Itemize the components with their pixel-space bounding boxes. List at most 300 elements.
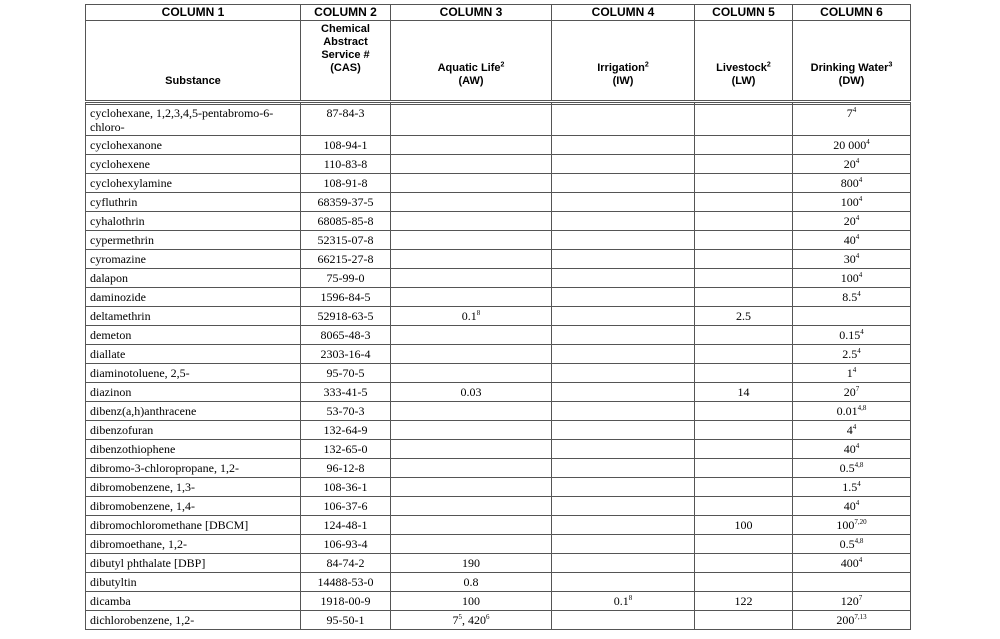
aquatic-life-cell: [391, 440, 552, 459]
table-row: [86, 459, 911, 478]
irrigation-cell: [552, 478, 695, 497]
livestock-cell: [695, 497, 793, 516]
drinking-water-cell: [793, 250, 911, 269]
cas-cell-value: 124-48-1: [323, 518, 368, 532]
aquatic-life-cell: [391, 497, 552, 516]
substance-cell: [86, 611, 301, 630]
cas-cell-value: 108-36-1: [323, 480, 368, 494]
irrigation-cell-value: 0.1: [613, 594, 629, 608]
livestock-cell: [695, 383, 793, 402]
table-row: [86, 592, 911, 611]
cas-header-line-4: (CAS): [330, 62, 361, 74]
cas-cell-value: 14488-53-0: [317, 575, 374, 589]
livestock-cell: [695, 459, 793, 478]
irrigation-cell: [552, 212, 695, 231]
drinking-water-cell-value: 100: [836, 518, 855, 532]
aquatic-life-cell: [391, 136, 552, 155]
livestock-cell: [695, 307, 793, 326]
substance-cell-value: dibromoethane, 1,2-: [90, 537, 187, 551]
substance-cell-value: dibenzofuran: [90, 423, 154, 437]
drinking-water-title: Drinking Water: [810, 62, 889, 74]
cas-cell-value: 106-93-4: [323, 537, 368, 551]
table-body: [86, 105, 911, 630]
livestock-cell: [695, 231, 793, 250]
drinking-water-cell-value: 0.01: [836, 404, 858, 418]
irrigation-cell: [552, 288, 695, 307]
cas-cell: [301, 269, 391, 288]
aquatic-life-cell-value: 190: [462, 556, 480, 570]
cas-header: [301, 21, 391, 102]
cas-cell: [301, 459, 391, 478]
drinking-water-cell-note: 7: [858, 594, 863, 602]
drinking-water-cell: [793, 326, 911, 345]
aquatic-life-cell: [391, 535, 552, 554]
cas-cell: [301, 345, 391, 364]
cas-cell-value: 87-84-3: [326, 106, 365, 120]
cas-cell: [301, 364, 391, 383]
drinking-water-cell: [793, 554, 911, 573]
aquatic-life-cell: [391, 611, 552, 630]
cas-cell-value: 132-64-9: [323, 423, 368, 437]
substance-cell: [86, 105, 301, 136]
cas-cell: [301, 288, 391, 307]
aquatic-life-cell: [391, 155, 552, 174]
livestock-cell: [695, 478, 793, 497]
drinking-water-cell: [793, 155, 911, 174]
irrigation-cell: [552, 421, 695, 440]
irrigation-cell: [552, 345, 695, 364]
table-row: [86, 440, 911, 459]
drinking-water-cell-value: 800: [840, 176, 859, 190]
cas-cell-value: 66215-27-8: [317, 252, 374, 266]
drinking-water-cell-note: 4: [855, 252, 860, 260]
irrigation-cell: [552, 231, 695, 250]
cas-cell: [301, 554, 391, 573]
aquatic-life-cell: [391, 231, 552, 250]
aquatic-life-cell: [391, 250, 552, 269]
cas-cell-value: 1596-84-5: [320, 290, 371, 304]
substance-cell-value: dicamba: [90, 594, 131, 608]
substance-cell-value: dibromobenzene, 1,4-: [90, 499, 195, 513]
cas-cell-value: 52918-63-5: [317, 309, 374, 323]
drinking-water-cell-value: 40: [843, 499, 856, 513]
irrigation-cell: [552, 497, 695, 516]
drinking-water-cell-note: 4: [852, 106, 857, 114]
substance-cell: [86, 174, 301, 193]
aquatic-life-cell: [391, 307, 552, 326]
substance-cell: [86, 288, 301, 307]
cas-cell: [301, 535, 391, 554]
substance-cell-value: cyclohexane, 1,2,3,4,5-pentabromo-6-chloro-: [90, 106, 274, 134]
irrigation-cell: [552, 592, 695, 611]
drinking-water-cell-note: 7,13: [854, 613, 867, 621]
column-number-row: [86, 5, 911, 21]
cas-cell-value: 53-70-3: [326, 404, 365, 418]
substance-cell-value: dibutyl phthalate [DBP]: [90, 556, 206, 570]
livestock-cell: [695, 174, 793, 193]
drinking-water-cell: [793, 459, 911, 478]
drinking-water-cell: [793, 440, 911, 459]
drinking-water-cell-note: 4: [866, 138, 870, 146]
substance-cell: [86, 573, 301, 592]
aquatic-life-abbr: (AW): [458, 75, 484, 87]
aquatic-life-header: [391, 21, 552, 102]
irrigation-cell-note: 8: [628, 594, 633, 602]
aquatic-life-cell: [391, 554, 552, 573]
cas-cell: [301, 193, 391, 212]
cas-cell-value: 84-74-2: [326, 556, 365, 570]
drinking-water-cell-value: 100: [840, 271, 859, 285]
drinking-water-cell-value: 1.5: [842, 480, 858, 494]
column-3-label: COLUMN 3: [391, 5, 552, 21]
drinking-water-cell-note: 4: [855, 233, 860, 241]
drinking-water-cell: [793, 573, 911, 592]
livestock-cell: [695, 364, 793, 383]
substance-cell-value: cyhalothrin: [90, 214, 145, 228]
livestock-cell: [695, 592, 793, 611]
aquatic-life-cell: [391, 478, 552, 497]
aquatic-life-cell: [391, 326, 552, 345]
substance-cell-value: cyclohexene: [90, 157, 150, 171]
substance-cell-value: cypermethrin: [90, 233, 154, 247]
aquatic-life-cell: [391, 573, 552, 592]
substance-cell-value: dibenz(a,h)anthracene: [90, 404, 197, 418]
irrigation-cell: [552, 402, 695, 421]
aquatic-life-cell-value: 7: [452, 613, 459, 627]
irrigation-title: Irrigation: [597, 62, 645, 74]
drinking-water-cell-value: 20 000: [833, 138, 867, 152]
drinking-water-cell-note: 4: [860, 328, 864, 336]
drinking-water-cell-value: 40: [843, 233, 856, 247]
aquatic-life-cell: [391, 288, 552, 307]
livestock-title: Livestock: [716, 62, 767, 74]
drinking-water-cell-note: 4,8: [854, 461, 864, 469]
table-row: [86, 364, 911, 383]
substance-cell-value: dibromochloromethane [DBCM]: [90, 518, 249, 532]
cas-cell-value: 95-70-5: [326, 366, 365, 380]
table-row: [86, 155, 911, 174]
irrigation-cell: [552, 326, 695, 345]
aquatic-life-cell-note: 5: [458, 613, 462, 621]
aquatic-life-cell: [391, 592, 552, 611]
livestock-cell-value: 100: [734, 518, 753, 532]
aquatic-life-title: Aquatic Life: [437, 62, 501, 74]
drinking-water-cell-value: 20: [843, 214, 856, 228]
table-row: [86, 231, 911, 250]
drinking-water-cell: [793, 592, 911, 611]
substance-cell: [86, 307, 301, 326]
column-2-label: COLUMN 2: [301, 5, 391, 21]
substance-cell-value: dalapon: [90, 271, 128, 285]
drinking-water-cell-note: 4,8: [857, 404, 867, 412]
table-row: [86, 421, 911, 440]
column-6-label: COLUMN 6: [793, 5, 911, 21]
drinking-water-cell-value: 120: [840, 594, 859, 608]
irrigation-cell: [552, 174, 695, 193]
substance-cell: [86, 535, 301, 554]
substance-cell-value: daminozide: [90, 290, 146, 304]
drinking-water-cell-value: 7: [846, 106, 853, 120]
drinking-water-cell-value: 40: [843, 442, 856, 456]
aquatic-life-cell-value: 0.8: [463, 575, 479, 589]
substance-cell-value: cyclohexanone: [90, 138, 162, 152]
substance-cell-value: demeton: [90, 328, 132, 342]
table-row: [86, 212, 911, 231]
column-header-row: [86, 21, 911, 102]
aquatic-life-cell: [391, 516, 552, 535]
drinking-water-cell-note: 4: [858, 556, 863, 564]
irrigation-cell: [552, 516, 695, 535]
drinking-water-cell-note: 4: [857, 290, 861, 298]
aquatic-life-cell: [391, 105, 552, 136]
drinking-water-cell-note: 4: [855, 214, 860, 222]
livestock-cell-value: 122: [734, 594, 753, 608]
drinking-water-cell-value: 1: [846, 366, 853, 380]
cas-cell: [301, 174, 391, 193]
irrigation-cell: [552, 573, 695, 592]
cas-cell: [301, 516, 391, 535]
cas-cell: [301, 592, 391, 611]
livestock-cell: [695, 402, 793, 421]
drinking-water-cell: [793, 174, 911, 193]
drinking-water-cell-note: 4,8: [854, 537, 864, 545]
aquatic-life-cell: [391, 421, 552, 440]
aquatic-life-cell: [391, 212, 552, 231]
drinking-water-cell: [793, 269, 911, 288]
drinking-water-cell: [793, 497, 911, 516]
drinking-water-cell-value: 0.5: [839, 461, 855, 475]
livestock-cell: [695, 611, 793, 630]
drinking-water-cell-note: 4: [857, 347, 861, 355]
livestock-cell: [695, 421, 793, 440]
livestock-cell: [695, 440, 793, 459]
aquatic-life-cell-value: 0.1: [461, 309, 477, 323]
aquatic-life-cell: [391, 193, 552, 212]
drinking-water-cell: [793, 193, 911, 212]
irrigation-cell: [552, 440, 695, 459]
cas-cell: [301, 105, 391, 136]
irrigation-cell: [552, 364, 695, 383]
aquatic-life-cell: [391, 269, 552, 288]
livestock-cell-value: 2.5: [736, 309, 751, 323]
substance-cell-value: dichlorobenzene, 1,2-: [90, 613, 195, 627]
drinking-water-cell-value: 20: [843, 157, 856, 171]
substance-cell-value: diazinon: [90, 385, 132, 399]
livestock-cell: [695, 573, 793, 592]
cas-cell: [301, 421, 391, 440]
livestock-cell: [695, 288, 793, 307]
table-row: [86, 345, 911, 364]
cas-cell-value: 96-12-8: [326, 461, 365, 475]
aquatic-life-cell-value: 0.03: [460, 385, 482, 399]
substance-cell-value: dibenzothiophene: [90, 442, 176, 456]
cas-cell-value: 68359-37-5: [317, 195, 374, 209]
livestock-cell: [695, 136, 793, 155]
cas-cell-value: 333-41-5: [323, 385, 368, 399]
livestock-cell: [695, 326, 793, 345]
substance-cell: [86, 402, 301, 421]
substance-cell-value: cyfluthrin: [90, 195, 138, 209]
cas-cell: [301, 307, 391, 326]
drinking-water-cell: [793, 516, 911, 535]
drinking-water-cell-value: 4: [846, 423, 853, 437]
cas-cell: [301, 497, 391, 516]
livestock-cell: [695, 105, 793, 136]
cas-cell-value: 95-50-1: [326, 613, 365, 627]
aquatic-life-cell-value: 100: [462, 594, 480, 608]
substance-cell-value: dibutyltin: [90, 575, 137, 589]
cas-cell: [301, 155, 391, 174]
irrigation-cell: [552, 554, 695, 573]
substance-cell: [86, 383, 301, 402]
table-row: [86, 535, 911, 554]
substance-cell: [86, 364, 301, 383]
cas-header-line-3: Service #: [321, 49, 370, 61]
drinking-water-cell: [793, 535, 911, 554]
table-row: [86, 193, 911, 212]
drinking-water-cell: [793, 288, 911, 307]
substance-cell: [86, 497, 301, 516]
column-5-label: COLUMN 5: [695, 5, 793, 21]
irrigation-cell: [552, 535, 695, 554]
livestock-cell: [695, 193, 793, 212]
drinking-water-cell-value: 2.5: [842, 347, 858, 361]
cas-cell: [301, 250, 391, 269]
aquatic-life-cell-note: 8: [476, 309, 481, 317]
aquatic-life-cell: [391, 174, 552, 193]
drinking-water-cell-value: 0.5: [839, 537, 855, 551]
drinking-water-cell: [793, 402, 911, 421]
column-1-label: COLUMN 1: [86, 5, 301, 21]
drinking-water-cell-note: 4: [857, 480, 861, 488]
irrigation-cell: [552, 136, 695, 155]
drinking-water-note: 3: [888, 61, 893, 69]
drinking-water-cell: [793, 611, 911, 630]
drinking-water-cell-note: 4: [858, 176, 863, 184]
column-4-label: COLUMN 4: [552, 5, 695, 21]
substance-cell: [86, 421, 301, 440]
table-row: [86, 288, 911, 307]
substance-guidelines-table: [85, 4, 911, 630]
livestock-cell: [695, 554, 793, 573]
cas-cell: [301, 611, 391, 630]
cas-cell-value: 68085-85-8: [317, 214, 374, 228]
cas-cell: [301, 440, 391, 459]
drinking-water-cell-value: 100: [840, 195, 859, 209]
substance-cell: [86, 250, 301, 269]
drinking-water-cell-value: 0.15: [839, 328, 861, 342]
cas-cell-value: 110-83-8: [323, 157, 368, 171]
drinking-water-cell-note: 4: [858, 195, 863, 203]
drinking-water-cell-note: 7,20: [854, 518, 867, 526]
cas-cell-value: 52315-07-8: [317, 233, 374, 247]
drinking-water-cell-note: 4: [858, 271, 863, 279]
table-row: [86, 478, 911, 497]
drinking-water-cell: [793, 307, 911, 326]
substance-cell: [86, 554, 301, 573]
irrigation-cell: [552, 250, 695, 269]
livestock-cell: [695, 345, 793, 364]
table-row: [86, 307, 911, 326]
substance-cell-value: cyclohexylamine: [90, 176, 172, 190]
substance-cell: [86, 345, 301, 364]
aquatic-life-cell-value: , 420: [462, 613, 486, 627]
substance-cell: [86, 193, 301, 212]
substance-cell-value: diallate: [90, 347, 126, 361]
aquatic-life-cell-note: 6: [486, 613, 490, 621]
irrigation-cell: [552, 105, 695, 136]
aquatic-life-cell: [391, 383, 552, 402]
table-row: [86, 136, 911, 155]
drinking-water-abbr: (DW): [838, 75, 865, 87]
substance-cell: [86, 326, 301, 345]
cas-cell: [301, 136, 391, 155]
livestock-cell: [695, 250, 793, 269]
irrigation-cell: [552, 269, 695, 288]
drinking-water-cell-value: 400: [840, 556, 859, 570]
aquatic-life-note: 2: [500, 61, 505, 69]
cas-cell-value: 108-91-8: [323, 176, 368, 190]
table-row: [86, 250, 911, 269]
aquatic-life-cell: [391, 402, 552, 421]
drinking-water-cell-note: 7: [855, 385, 860, 393]
substance-cell: [86, 592, 301, 611]
substance-cell: [86, 516, 301, 535]
irrigation-cell: [552, 307, 695, 326]
cas-cell: [301, 231, 391, 250]
livestock-header: [695, 21, 793, 102]
table-row: [86, 383, 911, 402]
table-row: [86, 497, 911, 516]
livestock-cell: [695, 535, 793, 554]
irrigation-abbr: (IW): [612, 75, 634, 87]
cas-cell: [301, 326, 391, 345]
substance-header: Substance: [86, 21, 301, 102]
substance-cell-value: cyromazine: [90, 252, 146, 266]
drinking-water-cell: [793, 478, 911, 497]
cas-cell-value: 106-37-6: [323, 499, 368, 513]
drinking-water-cell: [793, 364, 911, 383]
drinking-water-cell-note: 4: [855, 442, 860, 450]
substance-cell: [86, 478, 301, 497]
aquatic-life-cell: [391, 345, 552, 364]
aquatic-life-cell: [391, 364, 552, 383]
table-row: [86, 573, 911, 592]
table-row: [86, 269, 911, 288]
substance-cell: [86, 155, 301, 174]
table-row: [86, 402, 911, 421]
cas-cell-value: 108-94-1: [323, 138, 368, 152]
cas-cell-value: 75-99-0: [326, 271, 365, 285]
substance-cell-value: dibromobenzene, 1,3-: [90, 480, 195, 494]
irrigation-note: 2: [644, 61, 649, 69]
irrigation-header: [552, 21, 695, 102]
substance-cell: [86, 269, 301, 288]
livestock-cell: [695, 516, 793, 535]
livestock-cell: [695, 212, 793, 231]
drinking-water-cell: [793, 212, 911, 231]
cas-cell: [301, 478, 391, 497]
drinking-water-header: [793, 21, 911, 102]
cas-cell: [301, 212, 391, 231]
irrigation-cell: [552, 155, 695, 174]
cas-cell: [301, 383, 391, 402]
drinking-water-cell-value: 200: [836, 613, 855, 627]
drinking-water-cell-note: 4: [855, 157, 860, 165]
irrigation-cell: [552, 193, 695, 212]
substance-cell: [86, 212, 301, 231]
table-row: [86, 105, 911, 136]
